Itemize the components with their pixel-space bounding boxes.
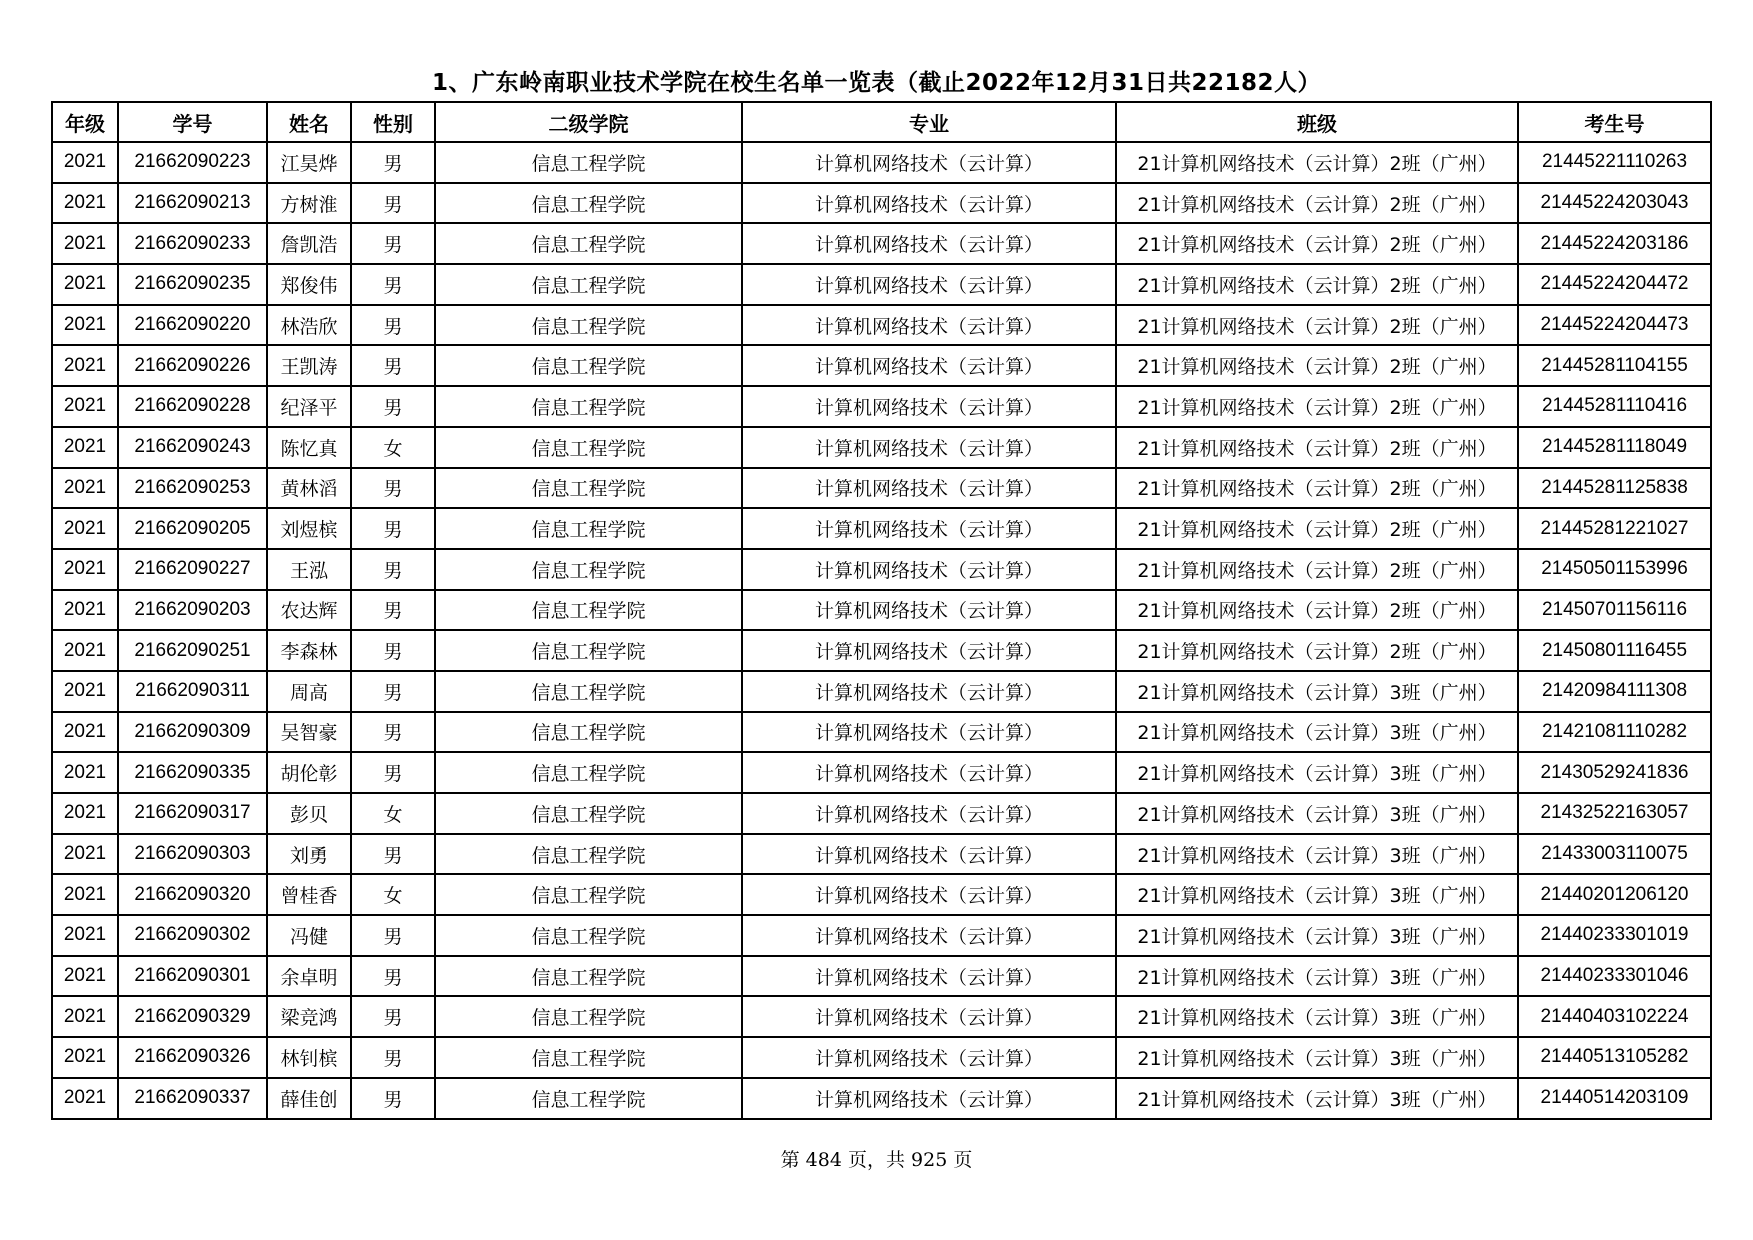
cell-exam-id: 21440403102224 bbox=[1518, 996, 1711, 1037]
cell-gender: 男 bbox=[351, 305, 435, 346]
cell-college: 信息工程学院 bbox=[435, 305, 742, 346]
cell-exam-id: 21450501153996 bbox=[1518, 549, 1711, 590]
cell-class: 21计算机网络技术（云计算）3班（广州） bbox=[1116, 1078, 1518, 1119]
cell-name: 农达辉 bbox=[267, 590, 351, 631]
cell-major: 计算机网络技术（云计算） bbox=[742, 996, 1116, 1037]
cell-name: 刘煜槟 bbox=[267, 508, 351, 549]
cell-class: 21计算机网络技术（云计算）3班（广州） bbox=[1116, 712, 1518, 753]
table-row bbox=[52, 549, 1711, 590]
table-row bbox=[52, 834, 1711, 875]
cell-exam-id: 21440233301046 bbox=[1518, 956, 1711, 997]
cell-exam-id: 21420984111308 bbox=[1518, 671, 1711, 712]
table-row bbox=[52, 468, 1711, 509]
cell-exam-id: 21430529241836 bbox=[1518, 752, 1711, 793]
cell-class: 21计算机网络技术（云计算）2班（广州） bbox=[1116, 142, 1518, 183]
cell-class: 21计算机网络技术（云计算）2班（广州） bbox=[1116, 305, 1518, 346]
cell-student-id: 21662090301 bbox=[118, 956, 267, 997]
cell-class: 21计算机网络技术（云计算）2班（广州） bbox=[1116, 183, 1518, 224]
cell-student-id: 21662090337 bbox=[118, 1078, 267, 1119]
cell-major: 计算机网络技术（云计算） bbox=[742, 183, 1116, 224]
cell-major: 计算机网络技术（云计算） bbox=[742, 793, 1116, 834]
cell-name: 郑俊伟 bbox=[267, 264, 351, 305]
cell-exam-id: 21433003110075 bbox=[1518, 834, 1711, 875]
cell-gender: 男 bbox=[351, 590, 435, 631]
column-header-gender: 性别 bbox=[351, 102, 435, 142]
cell-student-id: 21662090228 bbox=[118, 386, 267, 427]
cell-name: 冯健 bbox=[267, 915, 351, 956]
table-row bbox=[52, 712, 1711, 753]
column-header-name: 姓名 bbox=[267, 102, 351, 142]
cell-gender: 男 bbox=[351, 223, 435, 264]
table-row bbox=[52, 1078, 1711, 1119]
cell-exam-id: 21445281110416 bbox=[1518, 386, 1711, 427]
cell-student-id: 21662090233 bbox=[118, 223, 267, 264]
cell-college: 信息工程学院 bbox=[435, 1037, 742, 1078]
cell-class: 21计算机网络技术（云计算）3班（广州） bbox=[1116, 874, 1518, 915]
cell-class: 21计算机网络技术（云计算）3班（广州） bbox=[1116, 1037, 1518, 1078]
cell-grade: 2021 bbox=[52, 142, 118, 183]
cell-grade: 2021 bbox=[52, 223, 118, 264]
table-row bbox=[52, 874, 1711, 915]
cell-grade: 2021 bbox=[52, 183, 118, 224]
cell-gender: 男 bbox=[351, 915, 435, 956]
cell-major: 计算机网络技术（云计算） bbox=[742, 549, 1116, 590]
cell-exam-id: 21445281125838 bbox=[1518, 468, 1711, 509]
cell-exam-id: 21445221110263 bbox=[1518, 142, 1711, 183]
cell-major: 计算机网络技术（云计算） bbox=[742, 1037, 1116, 1078]
cell-class: 21计算机网络技术（云计算）2班（广州） bbox=[1116, 468, 1518, 509]
cell-student-id: 21662090311 bbox=[118, 671, 267, 712]
cell-major: 计算机网络技术（云计算） bbox=[742, 956, 1116, 997]
cell-name: 纪泽平 bbox=[267, 386, 351, 427]
cell-student-id: 21662090243 bbox=[118, 427, 267, 468]
cell-student-id: 21662090302 bbox=[118, 915, 267, 956]
cell-grade: 2021 bbox=[52, 590, 118, 631]
column-header-class: 班级 bbox=[1116, 102, 1518, 142]
cell-college: 信息工程学院 bbox=[435, 508, 742, 549]
cell-college: 信息工程学院 bbox=[435, 549, 742, 590]
table-row bbox=[52, 183, 1711, 224]
cell-gender: 男 bbox=[351, 1037, 435, 1078]
cell-gender: 女 bbox=[351, 427, 435, 468]
cell-gender: 男 bbox=[351, 345, 435, 386]
table-row bbox=[52, 386, 1711, 427]
cell-college: 信息工程学院 bbox=[435, 386, 742, 427]
table-body bbox=[52, 142, 1711, 1119]
cell-exam-id: 21440201206120 bbox=[1518, 874, 1711, 915]
cell-student-id: 21662090213 bbox=[118, 183, 267, 224]
cell-college: 信息工程学院 bbox=[435, 183, 742, 224]
cell-name: 李森林 bbox=[267, 630, 351, 671]
cell-name: 江昊烨 bbox=[267, 142, 351, 183]
table-row bbox=[52, 1037, 1711, 1078]
cell-college: 信息工程学院 bbox=[435, 264, 742, 305]
cell-gender: 男 bbox=[351, 508, 435, 549]
cell-student-id: 21662090205 bbox=[118, 508, 267, 549]
cell-grade: 2021 bbox=[52, 956, 118, 997]
cell-name: 陈忆真 bbox=[267, 427, 351, 468]
cell-student-id: 21662090320 bbox=[118, 874, 267, 915]
cell-college: 信息工程学院 bbox=[435, 468, 742, 509]
cell-grade: 2021 bbox=[52, 468, 118, 509]
cell-exam-id: 21432522163057 bbox=[1518, 793, 1711, 834]
cell-college: 信息工程学院 bbox=[435, 996, 742, 1037]
cell-class: 21计算机网络技术（云计算）3班（广州） bbox=[1116, 915, 1518, 956]
cell-gender: 男 bbox=[351, 386, 435, 427]
cell-major: 计算机网络技术（云计算） bbox=[742, 671, 1116, 712]
cell-college: 信息工程学院 bbox=[435, 142, 742, 183]
cell-name: 王凯涛 bbox=[267, 345, 351, 386]
table-row bbox=[52, 752, 1711, 793]
table-row bbox=[52, 264, 1711, 305]
header-row bbox=[52, 102, 1711, 142]
cell-class: 21计算机网络技术（云计算）2班（广州） bbox=[1116, 386, 1518, 427]
cell-college: 信息工程学院 bbox=[435, 1078, 742, 1119]
cell-class: 21计算机网络技术（云计算）3班（广州） bbox=[1116, 793, 1518, 834]
cell-college: 信息工程学院 bbox=[435, 834, 742, 875]
cell-exam-id: 21445281221027 bbox=[1518, 508, 1711, 549]
cell-major: 计算机网络技术（云计算） bbox=[742, 752, 1116, 793]
cell-class: 21计算机网络技术（云计算）2班（广州） bbox=[1116, 549, 1518, 590]
cell-name: 彭贝 bbox=[267, 793, 351, 834]
cell-gender: 男 bbox=[351, 549, 435, 590]
cell-name: 刘勇 bbox=[267, 834, 351, 875]
cell-grade: 2021 bbox=[52, 1078, 118, 1119]
cell-exam-id: 21445224204472 bbox=[1518, 264, 1711, 305]
cell-college: 信息工程学院 bbox=[435, 671, 742, 712]
table-row bbox=[52, 427, 1711, 468]
cell-class: 21计算机网络技术（云计算）3班（广州） bbox=[1116, 752, 1518, 793]
cell-college: 信息工程学院 bbox=[435, 712, 742, 753]
cell-name: 余卓明 bbox=[267, 956, 351, 997]
cell-college: 信息工程学院 bbox=[435, 427, 742, 468]
table-row bbox=[52, 915, 1711, 956]
cell-grade: 2021 bbox=[52, 345, 118, 386]
cell-gender: 男 bbox=[351, 956, 435, 997]
cell-major: 计算机网络技术（云计算） bbox=[742, 874, 1116, 915]
cell-student-id: 21662090203 bbox=[118, 590, 267, 631]
cell-student-id: 21662090335 bbox=[118, 752, 267, 793]
cell-major: 计算机网络技术（云计算） bbox=[742, 590, 1116, 631]
table-row bbox=[52, 223, 1711, 264]
cell-grade: 2021 bbox=[52, 712, 118, 753]
cell-gender: 男 bbox=[351, 752, 435, 793]
cell-grade: 2021 bbox=[52, 874, 118, 915]
cell-student-id: 21662090326 bbox=[118, 1037, 267, 1078]
cell-class: 21计算机网络技术（云计算）2班（广州） bbox=[1116, 223, 1518, 264]
cell-student-id: 21662090220 bbox=[118, 305, 267, 346]
cell-grade: 2021 bbox=[52, 427, 118, 468]
cell-grade: 2021 bbox=[52, 834, 118, 875]
cell-name: 吴智豪 bbox=[267, 712, 351, 753]
cell-college: 信息工程学院 bbox=[435, 752, 742, 793]
cell-gender: 男 bbox=[351, 183, 435, 224]
cell-college: 信息工程学院 bbox=[435, 590, 742, 631]
cell-grade: 2021 bbox=[52, 1037, 118, 1078]
cell-exam-id: 21445224203186 bbox=[1518, 223, 1711, 264]
cell-college: 信息工程学院 bbox=[435, 630, 742, 671]
cell-major: 计算机网络技术（云计算） bbox=[742, 712, 1116, 753]
cell-exam-id: 21440233301019 bbox=[1518, 915, 1711, 956]
table-row bbox=[52, 305, 1711, 346]
cell-grade: 2021 bbox=[52, 549, 118, 590]
cell-major: 计算机网络技术（云计算） bbox=[742, 264, 1116, 305]
cell-class: 21计算机网络技术（云计算）2班（广州） bbox=[1116, 427, 1518, 468]
student-roster-table bbox=[51, 101, 1712, 1120]
cell-major: 计算机网络技术（云计算） bbox=[742, 305, 1116, 346]
cell-grade: 2021 bbox=[52, 996, 118, 1037]
cell-college: 信息工程学院 bbox=[435, 793, 742, 834]
cell-exam-id: 21421081110282 bbox=[1518, 712, 1711, 753]
table-row bbox=[52, 793, 1711, 834]
cell-name: 林浩欣 bbox=[267, 305, 351, 346]
cell-college: 信息工程学院 bbox=[435, 223, 742, 264]
table-row bbox=[52, 671, 1711, 712]
cell-major: 计算机网络技术（云计算） bbox=[742, 386, 1116, 427]
cell-grade: 2021 bbox=[52, 793, 118, 834]
cell-gender: 男 bbox=[351, 630, 435, 671]
column-header-student-id: 学号 bbox=[118, 102, 267, 142]
cell-name: 曾桂香 bbox=[267, 874, 351, 915]
cell-gender: 男 bbox=[351, 834, 435, 875]
cell-major: 计算机网络技术（云计算） bbox=[742, 508, 1116, 549]
cell-exam-id: 21450701156116 bbox=[1518, 590, 1711, 631]
cell-gender: 男 bbox=[351, 996, 435, 1037]
cell-student-id: 21662090235 bbox=[118, 264, 267, 305]
cell-name: 梁竞鸿 bbox=[267, 996, 351, 1037]
cell-class: 21计算机网络技术（云计算）2班（广州） bbox=[1116, 630, 1518, 671]
cell-grade: 2021 bbox=[52, 264, 118, 305]
table-row bbox=[52, 996, 1711, 1037]
cell-grade: 2021 bbox=[52, 752, 118, 793]
cell-exam-id: 21445281118049 bbox=[1518, 427, 1711, 468]
cell-student-id: 21662090223 bbox=[118, 142, 267, 183]
cell-major: 计算机网络技术（云计算） bbox=[742, 345, 1116, 386]
cell-class: 21计算机网络技术（云计算）2班（广州） bbox=[1116, 264, 1518, 305]
cell-exam-id: 21440514203109 bbox=[1518, 1078, 1711, 1119]
cell-grade: 2021 bbox=[52, 671, 118, 712]
cell-college: 信息工程学院 bbox=[435, 874, 742, 915]
cell-grade: 2021 bbox=[52, 305, 118, 346]
cell-name: 周高 bbox=[267, 671, 351, 712]
cell-college: 信息工程学院 bbox=[435, 345, 742, 386]
table-row bbox=[52, 508, 1711, 549]
cell-name: 詹凯浩 bbox=[267, 223, 351, 264]
cell-major: 计算机网络技术（云计算） bbox=[742, 630, 1116, 671]
cell-major: 计算机网络技术（云计算） bbox=[742, 142, 1116, 183]
cell-class: 21计算机网络技术（云计算）2班（广州） bbox=[1116, 345, 1518, 386]
cell-gender: 男 bbox=[351, 468, 435, 509]
cell-name: 胡伦彰 bbox=[267, 752, 351, 793]
table-row bbox=[52, 630, 1711, 671]
cell-gender: 男 bbox=[351, 264, 435, 305]
table-row bbox=[52, 590, 1711, 631]
cell-major: 计算机网络技术（云计算） bbox=[742, 1078, 1116, 1119]
table-row bbox=[52, 956, 1711, 997]
cell-name: 黄林滔 bbox=[267, 468, 351, 509]
cell-student-id: 21662090329 bbox=[118, 996, 267, 1037]
cell-grade: 2021 bbox=[52, 630, 118, 671]
cell-student-id: 21662090253 bbox=[118, 468, 267, 509]
cell-exam-id: 21445281104155 bbox=[1518, 345, 1711, 386]
cell-college: 信息工程学院 bbox=[435, 956, 742, 997]
cell-name: 王泓 bbox=[267, 549, 351, 590]
cell-major: 计算机网络技术（云计算） bbox=[742, 223, 1116, 264]
cell-name: 方树淮 bbox=[267, 183, 351, 224]
table-row bbox=[52, 142, 1711, 183]
column-header-grade: 年级 bbox=[52, 102, 118, 142]
column-header-college: 二级学院 bbox=[435, 102, 742, 142]
cell-gender: 女 bbox=[351, 874, 435, 915]
cell-student-id: 21662090309 bbox=[118, 712, 267, 753]
cell-grade: 2021 bbox=[52, 386, 118, 427]
cell-class: 21计算机网络技术（云计算）3班（广州） bbox=[1116, 834, 1518, 875]
cell-grade: 2021 bbox=[52, 508, 118, 549]
page-number: 第 484 页，共 925 页 bbox=[780, 1149, 973, 1171]
cell-college: 信息工程学院 bbox=[435, 915, 742, 956]
cell-gender: 男 bbox=[351, 1078, 435, 1119]
cell-student-id: 21662090226 bbox=[118, 345, 267, 386]
cell-class: 21计算机网络技术（云计算）3班（广州） bbox=[1116, 671, 1518, 712]
cell-exam-id: 21450801116455 bbox=[1518, 630, 1711, 671]
cell-major: 计算机网络技术（云计算） bbox=[742, 468, 1116, 509]
cell-exam-id: 21440513105282 bbox=[1518, 1037, 1711, 1078]
cell-name: 薛佳创 bbox=[267, 1078, 351, 1119]
cell-exam-id: 21445224203043 bbox=[1518, 183, 1711, 224]
cell-grade: 2021 bbox=[52, 915, 118, 956]
cell-major: 计算机网络技术（云计算） bbox=[742, 427, 1116, 468]
cell-major: 计算机网络技术（云计算） bbox=[742, 834, 1116, 875]
cell-student-id: 21662090317 bbox=[118, 793, 267, 834]
cell-gender: 男 bbox=[351, 142, 435, 183]
cell-student-id: 21662090227 bbox=[118, 549, 267, 590]
cell-class: 21计算机网络技术（云计算）3班（广州） bbox=[1116, 956, 1518, 997]
cell-gender: 女 bbox=[351, 793, 435, 834]
cell-class: 21计算机网络技术（云计算）2班（广州） bbox=[1116, 590, 1518, 631]
column-header-exam-id: 考生号 bbox=[1518, 102, 1711, 142]
cell-major: 计算机网络技术（云计算） bbox=[742, 915, 1116, 956]
column-header-major: 专业 bbox=[742, 102, 1116, 142]
table-row bbox=[52, 345, 1711, 386]
cell-student-id: 21662090303 bbox=[118, 834, 267, 875]
page-title: 1、广东岭南职业技术学院在校生名单一览表（截止2022年12月31日共22182人） bbox=[431, 70, 1322, 96]
cell-exam-id: 21445224204473 bbox=[1518, 305, 1711, 346]
cell-name: 林钊槟 bbox=[267, 1037, 351, 1078]
cell-class: 21计算机网络技术（云计算）3班（广州） bbox=[1116, 996, 1518, 1037]
cell-gender: 男 bbox=[351, 671, 435, 712]
cell-class: 21计算机网络技术（云计算）2班（广州） bbox=[1116, 508, 1518, 549]
cell-student-id: 21662090251 bbox=[118, 630, 267, 671]
cell-gender: 男 bbox=[351, 712, 435, 753]
